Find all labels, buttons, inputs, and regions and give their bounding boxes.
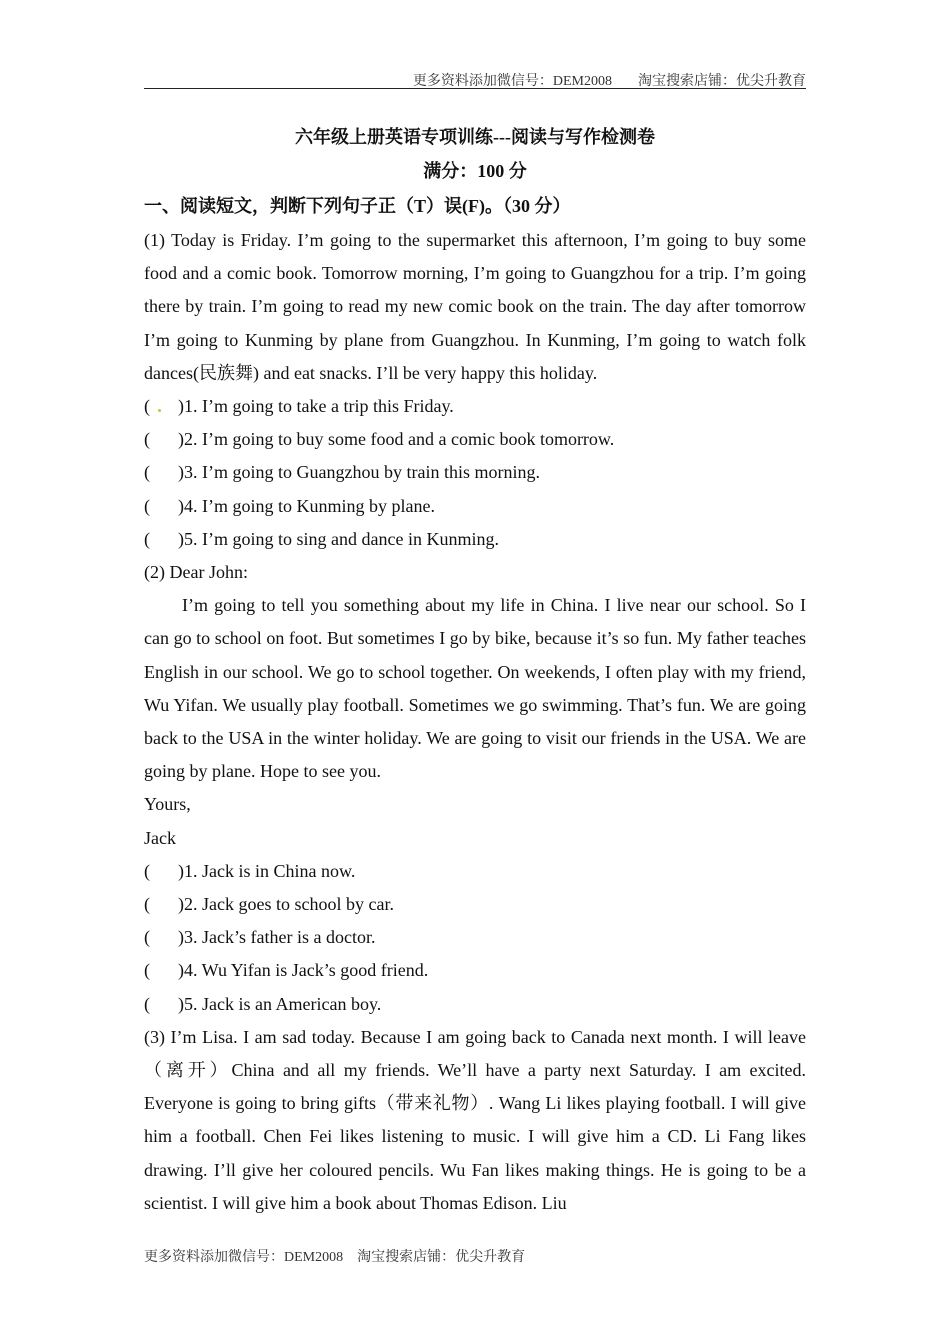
footer-wechat: 更多资料添加微信号：DEM2008 <box>144 1250 344 1265</box>
question-item: ( )3. Jack’s father is a doctor. <box>144 927 376 948</box>
letter-closing: Yours, <box>144 794 191 815</box>
page-header <box>413 70 806 90</box>
letter-signature: Jack <box>144 827 176 848</box>
footer-shop: 淘宝搜索店铺：优尖升教育 <box>357 1250 526 1265</box>
question-item: ( )1. Jack is in China now. <box>144 860 356 881</box>
question-item: ( )4. Wu Yifan is Jack’s good friend. <box>144 960 429 981</box>
question-item: ( )3. I’m going to Guangzhou by train this morning. <box>144 462 540 483</box>
question-item: ( )2. Jack goes to school by car. <box>144 894 394 915</box>
header-wechat: 更多资料添加微信号：DEM2008 <box>412 74 612 89</box>
passage-1: (1) Today is Friday. I’m going to the supermarket this afternoon, I’m going to buy some food and a comic book. Tomorrow morning, I’m going to Guangzhou for a trip. I’m going there by train. I’m going to read my new comic book on the train. The day after tomorrow I’m going to Kunming by plane from Guangzhou. In Kunming, I’m going to watch folk dances(民族舞) and eat snacks. I’ll be very happy this holiday. <box>144 230 806 383</box>
highlight-mark <box>158 409 161 412</box>
question-item: ( )5. I’m going to sing and dance in Kunming. <box>144 528 499 549</box>
header-shop: 淘宝搜索店铺：优尖升教育 <box>638 74 806 89</box>
question-item: ( )4. I’m going to Kunming by plane. <box>144 495 435 516</box>
passage-2: I’m going to tell you something about my life in China. I live near our school. So I can go to school on foot. But sometimes I go by bike, because it’s so fun. My father teaches English in our school. We go to school together. On weekends, I often play with my friend, Wu Yifan. We usually play football. Sometimes we go swimming. That’s fun. We are going back to the USA in the winter holiday. We are going to visit our friends in the USA. We are going by plane. Hope to see you. <box>144 595 806 782</box>
header-divider <box>144 88 806 89</box>
document-title: 六年级上册英语专项训练---阅读与写作检测卷 <box>295 127 655 147</box>
question-item: ( )1. I’m going to take a trip this Friday. <box>144 396 454 417</box>
letter-greeting: (2) Dear John: <box>144 562 248 583</box>
section-heading: 一、阅读短文，判断下列句子正（T）误(F)。（30 分） <box>144 196 571 216</box>
question-item: ( )5. Jack is an American boy. <box>144 993 382 1014</box>
document-subtitle: 满分：100 分 <box>423 161 527 181</box>
question-item: ( )2. I’m going to buy some food and a comic book tomorrow. <box>144 429 615 450</box>
document-body <box>144 224 806 1220</box>
page-footer <box>144 1246 525 1266</box>
passage-3: (3) I’m Lisa. I am sad today. Because I am going back to Canada next month. I will leave（离开）China and all my friends. We’ll have a party next Saturday. I am excited. Everyone is going to bring gifts（带来礼物）. Wang Li likes playing football. I will give him a football. Chen Fei likes listening to music. I will give him a CD. Li Fang likes drawing. I’ll give her coloured pencils. Wu Fan likes making things. He is going to be a scientist. I will give him a book about Thomas Edison. Liu <box>144 1026 806 1213</box>
